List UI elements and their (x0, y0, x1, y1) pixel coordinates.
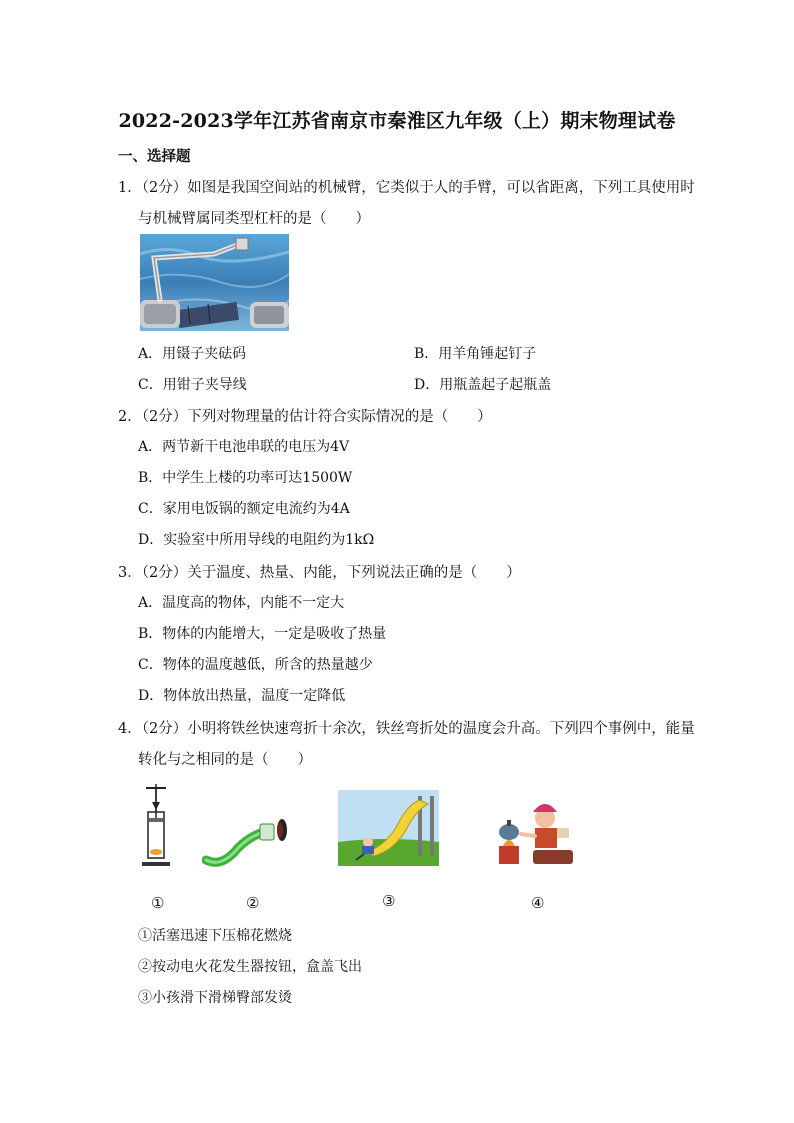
page-title: 2022-2023学年江苏省南京市秦淮区九年级（上）期末物理试卷 (118, 110, 676, 132)
question-1-option-b[interactable]: B．用羊角锤起钉子 (414, 346, 537, 362)
question-4-item-2: ②按动电火花发生器按钮，盒盖飞出 (138, 959, 362, 975)
child-on-slide-image (338, 790, 439, 866)
question-2-option-d[interactable]: D．实验室中所用导线的电阻约为1kΩ (138, 532, 375, 548)
question-3-option-a[interactable]: A．温度高的物体，内能不一定大 (138, 595, 345, 611)
question-3-option-b[interactable]: B．物体的内能增大，一定是吸收了热量 (138, 626, 387, 642)
figure-label-3: ③ (382, 892, 396, 910)
question-3-line-1: 3．（2分）关于温度、热量、内能，下列说法正确的是（ ） (118, 565, 521, 581)
section-heading: 一、选择题 (118, 148, 191, 165)
question-1-option-d[interactable]: D．用瓶盖起子起瓶盖 (414, 377, 552, 393)
spark-generator-image (202, 808, 292, 870)
question-2-option-b[interactable]: B．中学生上楼的功率可达1500W (138, 470, 353, 486)
question-2-line-1: 2．（2分）下列对物理量的估计符合实际情况的是（ ） (118, 409, 492, 425)
question-4-item-3: ③小孩滑下滑梯臀部发烫 (138, 990, 292, 1006)
question-4-item-1: ①活塞迅速下压棉花燃烧 (138, 928, 292, 944)
question-1-line-2: 与机械臂属同类型杠杆的是（ ） (138, 211, 370, 227)
person-by-fire-image (495, 796, 581, 868)
question-1-option-a[interactable]: A．用镊子夹砝码 (138, 346, 247, 362)
figure-label-1: ① (151, 894, 165, 912)
question-3-option-c[interactable]: C．物体的温度越低，所含的热量越少 (138, 657, 373, 673)
figure-label-2: ② (246, 894, 260, 912)
piston-cylinder-image (138, 782, 174, 872)
question-1-option-c[interactable]: C．用钳子夹导线 (138, 377, 247, 393)
figure-label-4: ④ (531, 894, 545, 912)
question-4-line-1: 4．（2分）小明将铁丝快速弯折十余次，铁丝弯折处的温度会升高。下列四个事例中，能量 (118, 721, 695, 737)
question-1-line-1: 1．（2分）如图是我国空间站的机械臂，它类似于人的手臂，可以省距离，下列工具使用时 (118, 180, 695, 196)
space-station-robot-arm-image (140, 234, 289, 331)
question-3-option-d[interactable]: D．物体放出热量，温度一定降低 (138, 688, 346, 704)
question-2-option-c[interactable]: C．家用电饭锅的额定电流约为4A (138, 501, 350, 517)
question-4-line-2: 转化与之相同的是（ ） (138, 752, 312, 768)
question-2-option-a[interactable]: A．两节新干电池串联的电压为4V (138, 439, 350, 455)
